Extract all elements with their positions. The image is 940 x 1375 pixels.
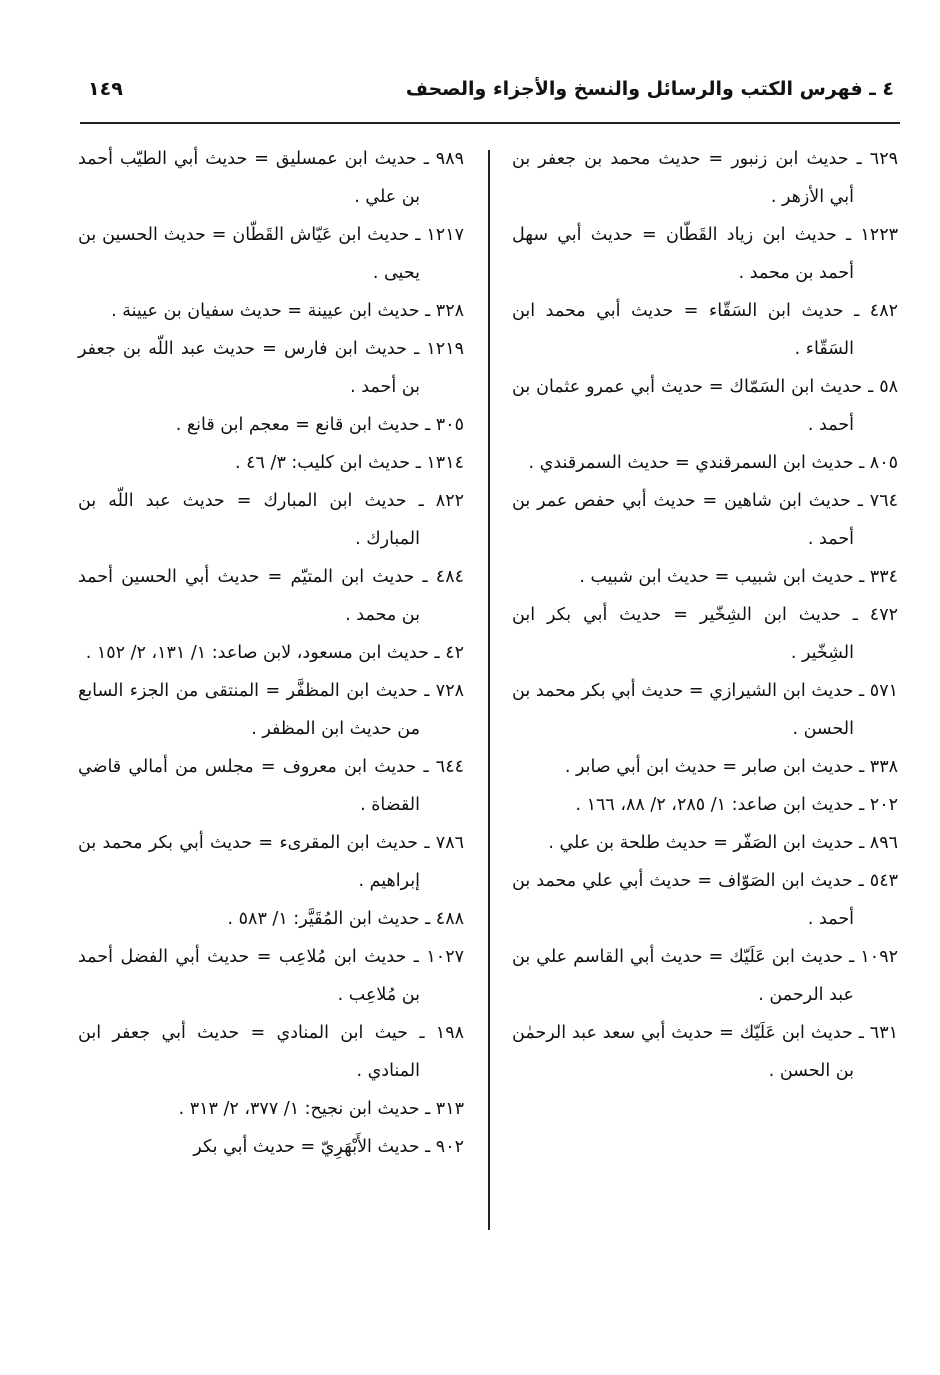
index-entry: ٦٤٤ ـ حديث ابن معروف = مجلس من أمالي قاضي القضاة . (78, 757, 464, 815)
index-entry: ٥٨ ـ حديث ابن السَمّاك = حديث أبي عمرو عثمان بن أحمد . (512, 377, 898, 435)
index-entry: ٦٢٩ ـ حديث ابن زنبور = حديث محمد بن جعفر بن أبي الأزهر . (512, 149, 898, 207)
header-divider (80, 122, 900, 124)
index-entry: ٤٢ ـ حديث ابن مسعود، لابن صاعد: ١/ ١٣١، ٢/ ١٥٢ . (85, 643, 464, 663)
page-number: ١٤٩ (88, 78, 123, 100)
index-entry: ٧٢٨ ـ حديث ابن المظفَّر = المنتقى من الجزء السابع من حديث ابن المظفر . (78, 681, 464, 739)
index-entry: ٧٨٦ ـ حديث ابن المقرىء = حديث أبي بكر محمد بن إبراهيم . (78, 833, 464, 891)
index-entry: ١٠٩٢ ـ حديث ابن عَلَيّك = حديث أبي القاسم علي بن عبد الرحمن . (512, 947, 898, 1005)
column-divider (488, 150, 490, 1230)
index-entry: ٤٨٨ ـ حديث ابن المُقَيَّر: ١/ ٥٨٣ . (227, 909, 464, 929)
index-entry: ١٩٨ ـ حيث ابن المنادي = حديث أبي جعفر ابن المنادي . (78, 1023, 464, 1081)
index-entry: ٨٩٦ ـ حديث ابن الصَفّر = حديث طلحة بن علي . (548, 833, 898, 853)
index-entry: ٩٨٩ ـ حديث ابن عمسليق = حديث أبي الطيّب أحمد بن علي . (78, 149, 464, 207)
index-entry: ١٢١٧ ـ حديث ابن عَيّاش القَطّان = حديث الحسين بن يحيى . (78, 225, 464, 283)
index-entry: ٥٤٣ ـ حديث ابن الصَوّاف = حديث أبي علي محمد بن أحمد . (512, 871, 898, 929)
index-entry: ٦٣١ ـ حديث ابن عَلَيّك = حديث أبي سعد عبد الرحمٰن بن الحسن . (512, 1023, 898, 1081)
index-column-right (512, 140, 898, 1090)
index-entry: ٣٣٤ ـ حديث ابن شبيب = حديث ابن شبيب . (579, 567, 898, 587)
index-entry: ١٢١٩ ـ حديث ابن فارس = حديث عبد اللّه بن جعفر بن أحمد . (78, 339, 464, 397)
index-column-left (78, 140, 464, 1166)
index-entry: ١٠٢٧ ـ حديث ابن مُلاعِب = حديث أبي الفضل أحمد بن مُلاعِب . (78, 947, 464, 1005)
index-entry: ٣٢٨ ـ حديث ابن عيينة = حديث سفيان بن عيينة . (111, 301, 464, 321)
index-entry: ٢٠٢ ـ حديث ابن صاعد: ١/ ٢٨٥، ٢/ ٨٨، ١٦٦ . (575, 795, 898, 815)
index-entry: ٤٨٢ ـ حديث ابن السَقّاء = حديث أبي محمد ابن السَقّاء . (512, 301, 898, 359)
section-title: ٤ ـ فهرس الكتب والرسائل والنسخ والأجزاء والصحف (405, 78, 894, 100)
index-entry: ٥٧١ ـ حديث ابن الشيرازي = حديث أبي بكر محمد بن الحسن . (512, 681, 898, 739)
index-entry: ٨٢٢ ـ حديث ابن المبارك = حديث عبد اللّه بن المبارك . (78, 491, 464, 549)
index-entry: ٣٠٥ ـ حديث ابن قانع = معجم ابن قانع . (175, 415, 464, 435)
index-entry: ٣٣٨ ـ حديث ابن صابر = حديث ابن أبي صابر . (564, 757, 898, 777)
index-entry: ٤٧٢ ـ حديث ابن الشِخّير = حديث أبي بكر ابن الشِخّير . (512, 605, 898, 663)
index-entry: ٣١٣ ـ حديث ابن نجيح: ١/ ٣٧٧، ٢/ ٣١٣ . (178, 1099, 464, 1119)
index-entry: ١٢٢٣ ـ حديث ابن زياد القَطّان = حديث أبي سهل أحمد بن محمد . (512, 225, 898, 283)
index-entry: ٨٠٥ ـ حديث ابن السمرقندي = حديث السمرقندي . (528, 453, 898, 473)
index-entry: ١٣١٤ ـ حديث ابن كليب: ٣/ ٤٦ . (235, 453, 464, 473)
index-entry: ٤٨٤ ـ حديث ابن المتيّم = حديث أبي الحسين أحمد بن محمد . (78, 567, 464, 625)
page-header (88, 72, 894, 112)
index-entry: ٧٦٤ ـ حديث ابن شاهين = حديث أبي حفص عمر بن أحمد . (512, 491, 898, 549)
index-entry: ٩٠٢ ـ حديث الأَبْهَرِيّ = حديث أبي بكر (193, 1137, 464, 1157)
